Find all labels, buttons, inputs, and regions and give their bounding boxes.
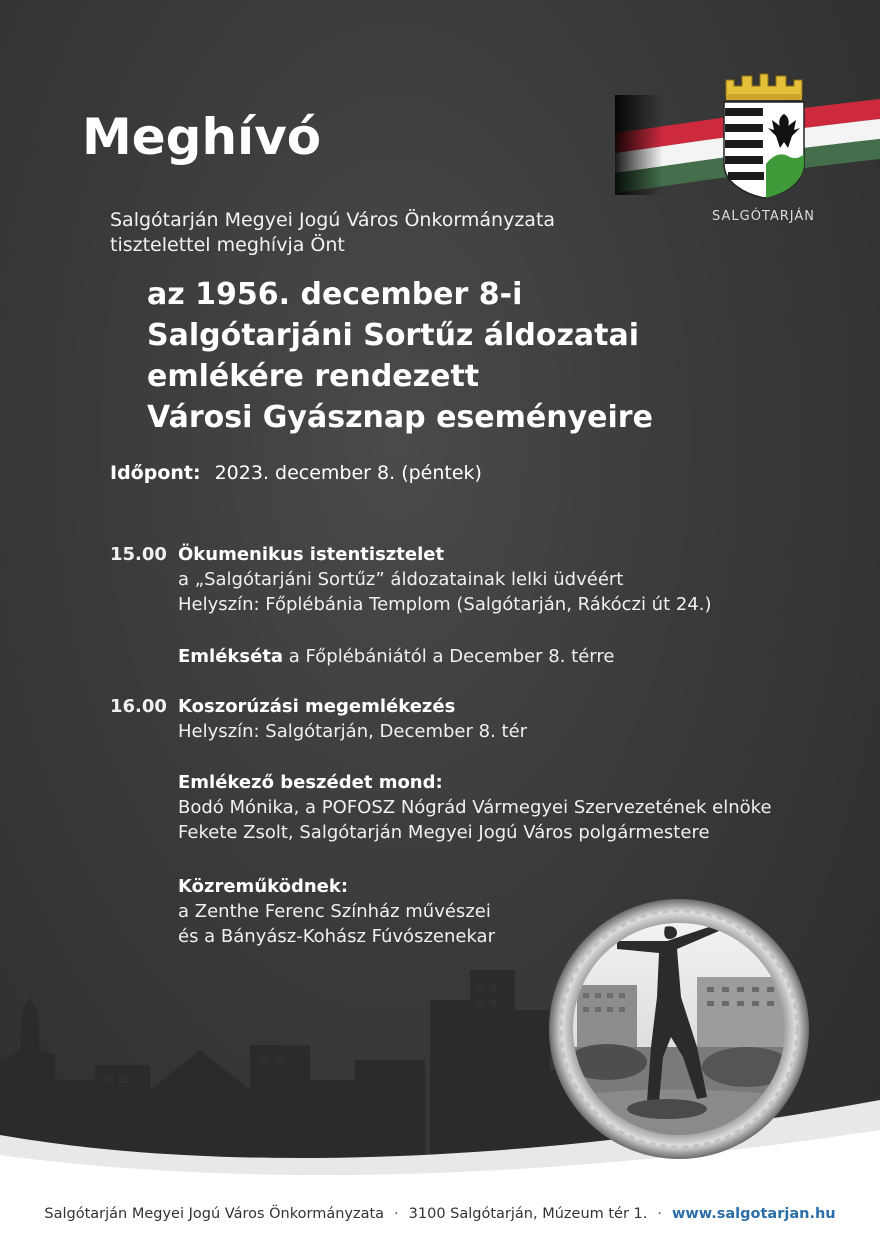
memorial-statue-medallion (547, 897, 811, 1161)
contributor-line: a Zenthe Ferenc Színház művészei (178, 901, 491, 922)
date-label: Időpont: (110, 462, 201, 484)
intro-text (110, 208, 555, 258)
footer-org: Salgótarján Megyei Jogú Város Önkormányzata (44, 1206, 385, 1222)
program-location: Helyszín: Salgótarján, December 8. tér (178, 721, 528, 742)
date-value: 2023. december 8. (péntek) (214, 462, 482, 484)
speaker-line: Bodó Mónika, a POFOSZ Nógrád Vármegyei Szervezetének elnöke (178, 797, 772, 818)
contributor-line: és a Bányász-Kohász Fúvószenekar (178, 926, 495, 947)
headline-line: Városi Gyásznap eseményeire (147, 400, 653, 435)
walk-detail: a Főplébániától a December 8. térre (283, 646, 615, 667)
walk-label: Emlékséta (178, 646, 284, 667)
headline-line: az 1956. december 8-i (147, 277, 523, 312)
footer-separator: · (657, 1206, 662, 1222)
intro-line: tisztelettel meghívja Önt (110, 234, 345, 256)
footer-address: 3100 Salgótarján, Múzeum tér 1. (408, 1206, 648, 1222)
footer (0, 1183, 880, 1245)
program-title: Koszorúzási megemlékezés (178, 696, 456, 717)
city-coat-of-arms (720, 72, 808, 200)
program-location: Helyszín: Főplébánia Templom (Salgótarján, Rákóczi út 24.) (178, 594, 712, 615)
speaker-line: Fekete Zsolt, Salgótarján Megyei Jogú Város polgármestere (178, 822, 710, 843)
program-time: 16.00 (110, 696, 167, 717)
speakers-heading: Emlékező beszédet mond: (178, 772, 443, 793)
footer-separator: · (394, 1206, 399, 1222)
event-headline (147, 274, 653, 438)
contributors-heading: Közreműködnek: (178, 876, 349, 897)
headline-line: emlékére rendezett (147, 359, 480, 394)
contributors-block (178, 874, 495, 949)
speakers-block (178, 770, 772, 845)
date-row (110, 462, 482, 484)
program-detail: a „Salgótarjáni Sortűz” áldozatainak lelki üdvéért (178, 569, 624, 590)
footer-website-link[interactable]: www.salgotarjan.hu (672, 1206, 836, 1222)
city-label: SALGÓTARJÁN (712, 209, 816, 224)
program-time: 15.00 (110, 544, 167, 565)
page-title: Meghívó (82, 108, 322, 166)
headline-line: Salgótarjáni Sortűz áldozatai (147, 318, 640, 353)
program-title: Ökumenikus istentisztelet (178, 544, 445, 565)
memorial-walk (178, 644, 614, 669)
intro-line: Salgótarján Megyei Jogú Város Önkormányzata (110, 209, 556, 231)
